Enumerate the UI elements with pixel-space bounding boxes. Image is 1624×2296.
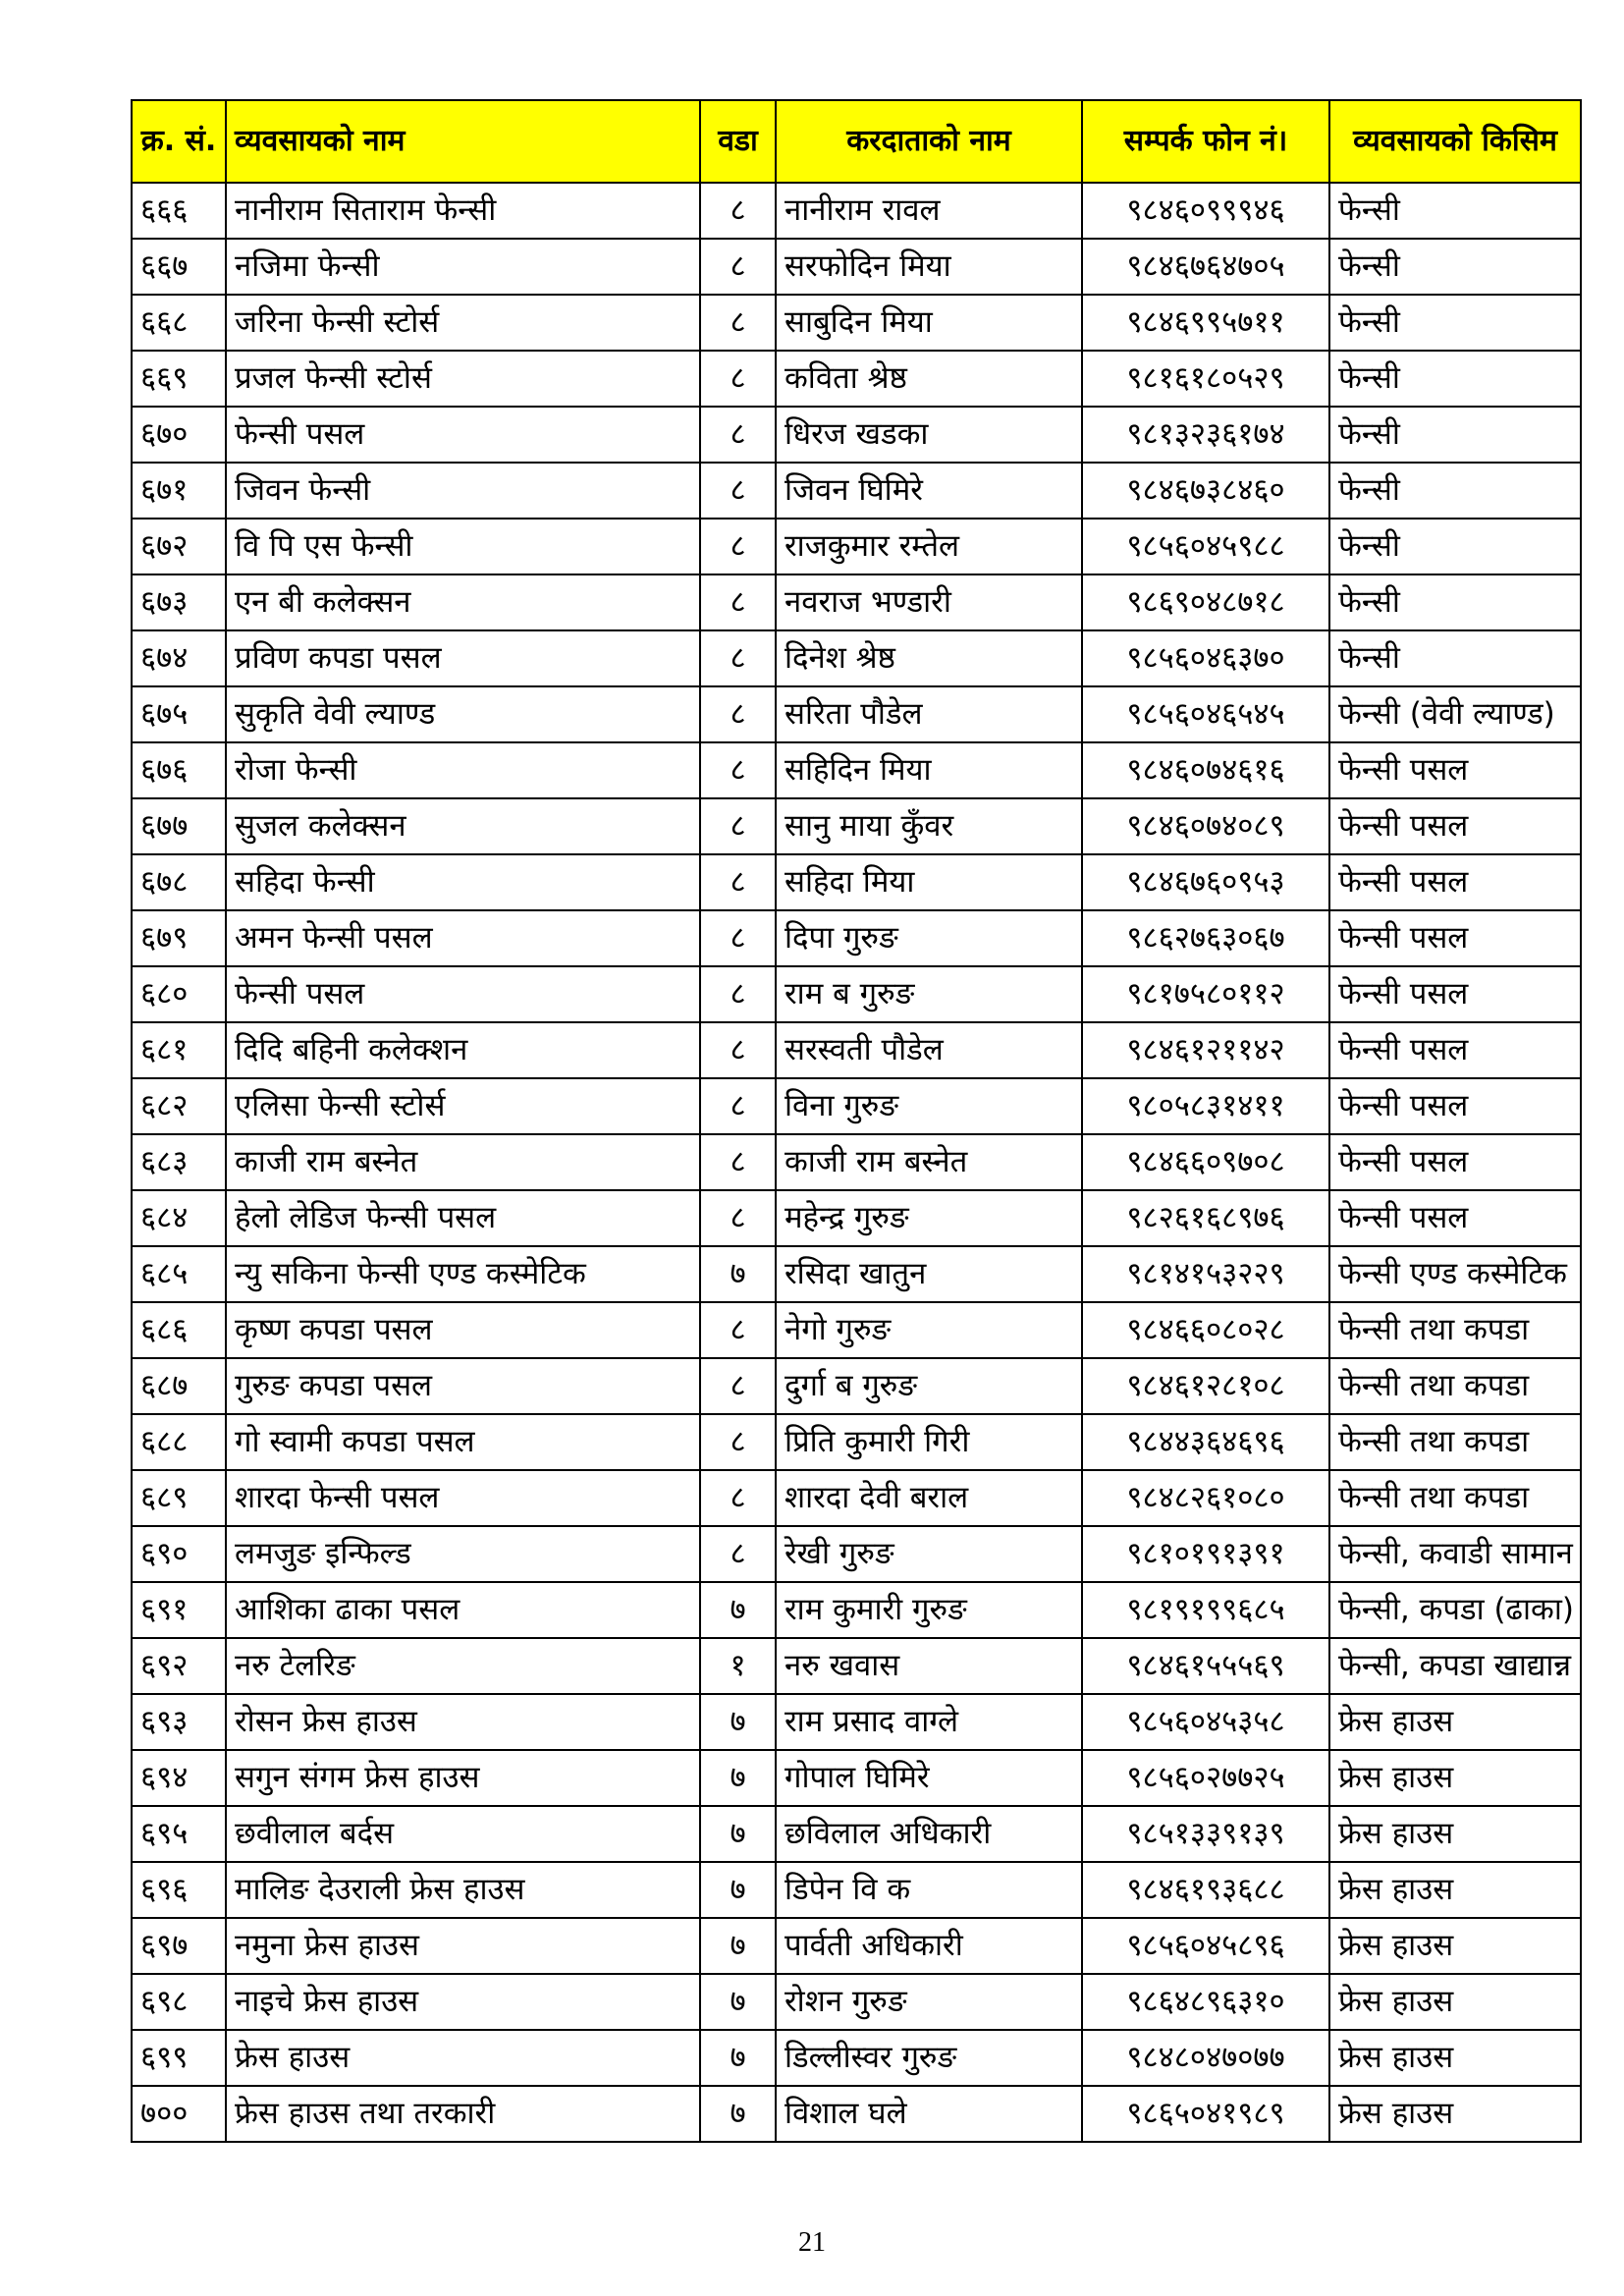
cell-taxpayer-name: दिनेश श्रेष्ठ xyxy=(776,630,1082,686)
cell-business-name: रोसन फ्रेस हाउस xyxy=(226,1694,700,1750)
cell-taxpayer-name: सरफोदिन मिया xyxy=(776,239,1082,295)
cell-business-type: फेन्सी xyxy=(1329,407,1581,463)
cell-phone: ९८१७५८०११२ xyxy=(1082,966,1329,1022)
header-business-name: व्यवसायको नाम xyxy=(226,100,700,183)
cell-business-type: फेन्सी पसल xyxy=(1329,742,1581,798)
cell-sn: ६७१ xyxy=(132,463,226,519)
cell-ward: ७ xyxy=(700,1862,776,1918)
table-row xyxy=(132,1750,1581,1806)
cell-sn: ६७८ xyxy=(132,854,226,910)
cell-phone: ९८४६७३८४६० xyxy=(1082,463,1329,519)
cell-sn: ६९९ xyxy=(132,2030,226,2086)
cell-ward: ८ xyxy=(700,966,776,1022)
cell-business-type: फेन्सी xyxy=(1329,295,1581,351)
cell-phone: ९८५६०२७७२५ xyxy=(1082,1750,1329,1806)
cell-business-name: शारदा फेन्सी पसल xyxy=(226,1470,700,1526)
cell-taxpayer-name: नरु खवास xyxy=(776,1638,1082,1694)
cell-phone: ९८४६९९५७११ xyxy=(1082,295,1329,351)
cell-sn: ६७६ xyxy=(132,742,226,798)
cell-phone: ९८६५०४१९८९ xyxy=(1082,2086,1329,2142)
cell-ward: ८ xyxy=(700,407,776,463)
cell-sn: ६८७ xyxy=(132,1358,226,1414)
cell-business-type: फेन्सी पसल xyxy=(1329,966,1581,1022)
table-row xyxy=(132,2030,1581,2086)
cell-business-type: फेन्सी पसल xyxy=(1329,1022,1581,1078)
cell-taxpayer-name: जिवन घिमिरे xyxy=(776,463,1082,519)
cell-business-type: फ्रेस हाउस xyxy=(1329,1806,1581,1862)
table-header-row xyxy=(132,100,1581,183)
business-register-table xyxy=(131,99,1582,2143)
cell-sn: ६८२ xyxy=(132,1078,226,1134)
cell-ward: ८ xyxy=(700,1358,776,1414)
cell-ward: ८ xyxy=(700,686,776,742)
cell-business-type: फेन्सी xyxy=(1329,463,1581,519)
cell-sn: ६८५ xyxy=(132,1246,226,1302)
cell-phone: ९८४६६०८०२८ xyxy=(1082,1302,1329,1358)
cell-ward: ७ xyxy=(700,2030,776,2086)
cell-business-name: नमुना फ्रेस हाउस xyxy=(226,1918,700,1974)
cell-business-name: कृष्ण कपडा पसल xyxy=(226,1302,700,1358)
cell-sn: ६८६ xyxy=(132,1302,226,1358)
cell-business-name: फ्रेस हाउस तथा तरकारी xyxy=(226,2086,700,2142)
table-row xyxy=(132,1190,1581,1246)
cell-taxpayer-name: सरिता पौडेल xyxy=(776,686,1082,742)
cell-business-name: नाइचे फ्रेस हाउस xyxy=(226,1974,700,2030)
cell-business-name: काजी राम बस्नेत xyxy=(226,1134,700,1190)
cell-taxpayer-name: सानु माया कुँवर xyxy=(776,798,1082,854)
table-row xyxy=(132,1862,1581,1918)
cell-ward: ८ xyxy=(700,574,776,630)
page-number: 21 xyxy=(798,2227,826,2258)
cell-business-name: न्यु सकिना फेन्सी एण्ड कस्मेटिक xyxy=(226,1246,700,1302)
cell-taxpayer-name: दिपा गुरुङ xyxy=(776,910,1082,966)
cell-ward: ८ xyxy=(700,1022,776,1078)
cell-phone: ९८१०१९१३९१ xyxy=(1082,1526,1329,1582)
cell-taxpayer-name: राजकुमार रम्तेल xyxy=(776,519,1082,574)
cell-business-type: फेन्सी पसल xyxy=(1329,1078,1581,1134)
table-row xyxy=(132,183,1581,239)
table-row xyxy=(132,351,1581,407)
cell-taxpayer-name: पार्वती अधिकारी xyxy=(776,1918,1082,1974)
cell-business-type: फेन्सी xyxy=(1329,574,1581,630)
cell-ward: ८ xyxy=(700,1414,776,1470)
cell-business-type: फेन्सी पसल xyxy=(1329,910,1581,966)
table-row xyxy=(132,1078,1581,1134)
cell-business-name: जिवन फेन्सी xyxy=(226,463,700,519)
cell-taxpayer-name: डिपेन वि क xyxy=(776,1862,1082,1918)
cell-business-type: फेन्सी पसल xyxy=(1329,798,1581,854)
cell-business-name: वि पि एस फेन्सी xyxy=(226,519,700,574)
cell-ward: ८ xyxy=(700,1470,776,1526)
table-row xyxy=(132,1134,1581,1190)
cell-taxpayer-name: राम प्रसाद वाग्ले xyxy=(776,1694,1082,1750)
cell-taxpayer-name: दुर्गा ब गुरुङ xyxy=(776,1358,1082,1414)
cell-business-type: फेन्सी तथा कपडा xyxy=(1329,1414,1581,1470)
table-row xyxy=(132,1918,1581,1974)
cell-taxpayer-name: रसिदा खातुन xyxy=(776,1246,1082,1302)
cell-phone: ९८६४८९६३१० xyxy=(1082,1974,1329,2030)
cell-business-type: फेन्सी तथा कपडा xyxy=(1329,1470,1581,1526)
cell-taxpayer-name: काजी राम बस्नेत xyxy=(776,1134,1082,1190)
cell-business-type: फेन्सी पसल xyxy=(1329,854,1581,910)
cell-business-name: सहिदा फेन्सी xyxy=(226,854,700,910)
table-row xyxy=(132,519,1581,574)
cell-sn: ६७७ xyxy=(132,798,226,854)
cell-phone: ९८५६०४६५४५ xyxy=(1082,686,1329,742)
cell-ward: ८ xyxy=(700,239,776,295)
cell-business-type: फेन्सी xyxy=(1329,183,1581,239)
cell-phone: ९८४६१९३६८८ xyxy=(1082,1862,1329,1918)
cell-phone: ९८४६१२८१०८ xyxy=(1082,1358,1329,1414)
cell-business-type: फेन्सी, कपडा (ढाका) xyxy=(1329,1582,1581,1638)
cell-business-name: आशिका ढाका पसल xyxy=(226,1582,700,1638)
cell-business-type: फेन्सी xyxy=(1329,630,1581,686)
table-row xyxy=(132,1806,1581,1862)
cell-business-type: फेन्सी पसल xyxy=(1329,1134,1581,1190)
cell-ward: ७ xyxy=(700,1246,776,1302)
table-row xyxy=(132,1022,1581,1078)
cell-ward: ८ xyxy=(700,742,776,798)
cell-phone: ९८४६१५५५६९ xyxy=(1082,1638,1329,1694)
table-body xyxy=(132,183,1581,2142)
cell-business-type: फेन्सी एण्ड कस्मेटिक xyxy=(1329,1246,1581,1302)
cell-sn: ६७३ xyxy=(132,574,226,630)
cell-taxpayer-name: धिरज खडका xyxy=(776,407,1082,463)
cell-sn: ६९३ xyxy=(132,1694,226,1750)
table-row xyxy=(132,1358,1581,1414)
cell-phone: ९८४६६०९७०८ xyxy=(1082,1134,1329,1190)
cell-phone: ९८२६१६८९७६ xyxy=(1082,1190,1329,1246)
cell-phone: ९८१३२३६१७४ xyxy=(1082,407,1329,463)
cell-ward: ७ xyxy=(700,1582,776,1638)
cell-taxpayer-name: सहिदा मिया xyxy=(776,854,1082,910)
cell-ward: ७ xyxy=(700,1694,776,1750)
cell-business-name: फेन्सी पसल xyxy=(226,407,700,463)
cell-phone: ९८४६०९९९४६ xyxy=(1082,183,1329,239)
cell-business-name: जरिना फेन्सी स्टोर्स xyxy=(226,295,700,351)
table-row xyxy=(132,239,1581,295)
cell-sn: ६७२ xyxy=(132,519,226,574)
cell-ward: ८ xyxy=(700,798,776,854)
cell-business-type: फ्रेस हाउस xyxy=(1329,2086,1581,2142)
cell-taxpayer-name: राम कुमारी गुरुङ xyxy=(776,1582,1082,1638)
cell-taxpayer-name: साबुदिन मिया xyxy=(776,295,1082,351)
cell-ward: ८ xyxy=(700,519,776,574)
cell-business-type: फेन्सी तथा कपडा xyxy=(1329,1302,1581,1358)
cell-ward: ७ xyxy=(700,1974,776,2030)
cell-phone: ९८४८०४७०७७ xyxy=(1082,2030,1329,2086)
cell-taxpayer-name: डिल्लीस्वर गुरुङ xyxy=(776,2030,1082,2086)
cell-ward: ८ xyxy=(700,1078,776,1134)
cell-sn: ६६६ xyxy=(132,183,226,239)
cell-business-name: नानीराम सिताराम फेन्सी xyxy=(226,183,700,239)
cell-sn: ६९६ xyxy=(132,1862,226,1918)
cell-taxpayer-name: कविता श्रेष्ठ xyxy=(776,351,1082,407)
cell-sn: ६८० xyxy=(132,966,226,1022)
cell-ward: ८ xyxy=(700,295,776,351)
cell-phone: ९८५६०४५९८८ xyxy=(1082,519,1329,574)
cell-ward: ८ xyxy=(700,854,776,910)
header-business-type: व्यवसायको किसिम xyxy=(1329,100,1581,183)
header-ward: वडा xyxy=(700,100,776,183)
cell-phone: ९८४८२६१०८० xyxy=(1082,1470,1329,1526)
cell-business-name: हेलो लेडिज फेन्सी पसल xyxy=(226,1190,700,1246)
cell-ward: ८ xyxy=(700,183,776,239)
table-row xyxy=(132,1470,1581,1526)
cell-business-name: गो स्वामी कपडा पसल xyxy=(226,1414,700,1470)
cell-ward: ७ xyxy=(700,1750,776,1806)
cell-taxpayer-name: नानीराम रावल xyxy=(776,183,1082,239)
cell-phone: ९८१६१८०५२९ xyxy=(1082,351,1329,407)
cell-sn: ६८८ xyxy=(132,1414,226,1470)
table-row xyxy=(132,742,1581,798)
cell-taxpayer-name: राम ब गुरुङ xyxy=(776,966,1082,1022)
cell-sn: ६८९ xyxy=(132,1470,226,1526)
cell-taxpayer-name: रोशन गुरुङ xyxy=(776,1974,1082,2030)
table-row xyxy=(132,1414,1581,1470)
cell-ward: ८ xyxy=(700,1190,776,1246)
cell-taxpayer-name: सरस्वती पौडेल xyxy=(776,1022,1082,1078)
cell-taxpayer-name: गोपाल घिमिरे xyxy=(776,1750,1082,1806)
table-row xyxy=(132,1582,1581,1638)
table-row xyxy=(132,1638,1581,1694)
cell-taxpayer-name: रेखी गुरुङ xyxy=(776,1526,1082,1582)
cell-phone: ९८४६७६०९५३ xyxy=(1082,854,1329,910)
cell-business-type: फेन्सी, कपडा खाद्यान्न xyxy=(1329,1638,1581,1694)
cell-ward: ७ xyxy=(700,1918,776,1974)
cell-business-type: फेन्सी, कवाडी सामान xyxy=(1329,1526,1581,1582)
cell-ward: ८ xyxy=(700,1134,776,1190)
cell-phone: ९८१९१९९६८५ xyxy=(1082,1582,1329,1638)
cell-sn: ६९८ xyxy=(132,1974,226,2030)
cell-ward: ७ xyxy=(700,1806,776,1862)
cell-business-name: रोजा फेन्सी xyxy=(226,742,700,798)
cell-phone: ९८५६०४५८९६ xyxy=(1082,1918,1329,1974)
cell-sn: ६८१ xyxy=(132,1022,226,1078)
cell-business-type: फ्रेस हाउस xyxy=(1329,1750,1581,1806)
table-row xyxy=(132,686,1581,742)
table-row xyxy=(132,1974,1581,2030)
header-sn: क्र. सं. xyxy=(132,100,226,183)
cell-taxpayer-name: महेन्द्र गुरुङ xyxy=(776,1190,1082,1246)
cell-ward: ७ xyxy=(700,2086,776,2142)
cell-business-name: दिदि बहिनी कलेक्शन xyxy=(226,1022,700,1078)
cell-taxpayer-name: सहिदिन मिया xyxy=(776,742,1082,798)
cell-business-type: फेन्सी xyxy=(1329,351,1581,407)
cell-sn: ६९० xyxy=(132,1526,226,1582)
cell-sn: ६८४ xyxy=(132,1190,226,1246)
table-row xyxy=(132,1526,1581,1582)
cell-business-type: फ्रेस हाउस xyxy=(1329,1862,1581,1918)
cell-business-type: फेन्सी xyxy=(1329,519,1581,574)
cell-ward: ८ xyxy=(700,351,776,407)
cell-sn: ६६७ xyxy=(132,239,226,295)
cell-phone: ९८६९०४८७१८ xyxy=(1082,574,1329,630)
table-row xyxy=(132,966,1581,1022)
table-row xyxy=(132,1302,1581,1358)
cell-business-name: प्रजल फेन्सी स्टोर्स xyxy=(226,351,700,407)
cell-taxpayer-name: नेगो गुरुङ xyxy=(776,1302,1082,1358)
table-row xyxy=(132,630,1581,686)
cell-taxpayer-name: नवराज भण्डारी xyxy=(776,574,1082,630)
cell-ward: ८ xyxy=(700,463,776,519)
cell-sn: ६६९ xyxy=(132,351,226,407)
cell-business-type: फ्रेस हाउस xyxy=(1329,1918,1581,1974)
cell-phone: ९८४६७६४७०५ xyxy=(1082,239,1329,295)
cell-sn: ६९१ xyxy=(132,1582,226,1638)
cell-business-name: सुकृति वेवी ल्याण्ड xyxy=(226,686,700,742)
cell-sn: ६९५ xyxy=(132,1806,226,1862)
cell-sn: ६६८ xyxy=(132,295,226,351)
cell-ward: ८ xyxy=(700,1302,776,1358)
cell-phone: ९८४६०७४६१६ xyxy=(1082,742,1329,798)
cell-taxpayer-name: विना गुरुङ xyxy=(776,1078,1082,1134)
table-row xyxy=(132,854,1581,910)
cell-sn: ६७५ xyxy=(132,686,226,742)
cell-sn: ६७९ xyxy=(132,910,226,966)
cell-phone: ९८४४३६४६९६ xyxy=(1082,1414,1329,1470)
cell-business-name: छवीलाल बर्दस xyxy=(226,1806,700,1862)
cell-sn: ६९२ xyxy=(132,1638,226,1694)
table-row xyxy=(132,910,1581,966)
cell-ward: १ xyxy=(700,1638,776,1694)
cell-sn: ६९७ xyxy=(132,1918,226,1974)
table-row xyxy=(132,295,1581,351)
cell-business-name: गुरुङ कपडा पसल xyxy=(226,1358,700,1414)
cell-business-name: फ्रेस हाउस xyxy=(226,2030,700,2086)
cell-sn: ६९४ xyxy=(132,1750,226,1806)
cell-sn: ७०० xyxy=(132,2086,226,2142)
cell-sn: ६७४ xyxy=(132,630,226,686)
cell-phone: ९८०५८३१४११ xyxy=(1082,1078,1329,1134)
cell-business-type: फेन्सी तथा कपडा xyxy=(1329,1358,1581,1414)
cell-phone: ९८६२७६३०६७ xyxy=(1082,910,1329,966)
cell-phone: ९८५१३३९१३९ xyxy=(1082,1806,1329,1862)
table-row xyxy=(132,463,1581,519)
cell-ward: ८ xyxy=(700,630,776,686)
cell-phone: ९८५६०४६३७० xyxy=(1082,630,1329,686)
cell-phone: ९८५६०४५३५८ xyxy=(1082,1694,1329,1750)
cell-taxpayer-name: छविलाल अधिकारी xyxy=(776,1806,1082,1862)
cell-business-type: फ्रेस हाउस xyxy=(1329,1974,1581,2030)
table-row xyxy=(132,1694,1581,1750)
cell-taxpayer-name: शारदा देवी बराल xyxy=(776,1470,1082,1526)
cell-business-name: एन बी कलेक्सन xyxy=(226,574,700,630)
header-taxpayer-name: करदाताको नाम xyxy=(776,100,1082,183)
cell-ward: ८ xyxy=(700,910,776,966)
table-row xyxy=(132,1246,1581,1302)
cell-sn: ६७० xyxy=(132,407,226,463)
table-row xyxy=(132,798,1581,854)
cell-taxpayer-name: प्रिति कुमारी गिरी xyxy=(776,1414,1082,1470)
cell-business-name: नजिमा फेन्सी xyxy=(226,239,700,295)
cell-business-type: फ्रेस हाउस xyxy=(1329,2030,1581,2086)
cell-business-name: लमजुङ इन्फिल्ड xyxy=(226,1526,700,1582)
header-phone: सम्पर्क फोन नं। xyxy=(1082,100,1329,183)
cell-business-name: प्रविण कपडा पसल xyxy=(226,630,700,686)
cell-business-name: नरु टेलरिङ xyxy=(226,1638,700,1694)
cell-business-name: एलिसा फेन्सी स्टोर्स xyxy=(226,1078,700,1134)
cell-business-type: फेन्सी पसल xyxy=(1329,1190,1581,1246)
cell-business-name: मालिङ देउराली फ्रेस हाउस xyxy=(226,1862,700,1918)
cell-business-name: सगुन संगम फ्रेस हाउस xyxy=(226,1750,700,1806)
cell-business-type: फेन्सी xyxy=(1329,239,1581,295)
cell-business-name: फेन्सी पसल xyxy=(226,966,700,1022)
table-row xyxy=(132,407,1581,463)
cell-phone: ९८४६१२११४२ xyxy=(1082,1022,1329,1078)
cell-taxpayer-name: विशाल घले xyxy=(776,2086,1082,2142)
cell-business-name: अमन फेन्सी पसल xyxy=(226,910,700,966)
cell-ward: ८ xyxy=(700,1526,776,1582)
cell-business-type: फेन्सी (वेवी ल्याण्ड) xyxy=(1329,686,1581,742)
cell-phone: ९८४६०७४०८९ xyxy=(1082,798,1329,854)
table-row xyxy=(132,2086,1581,2142)
cell-business-name: सुजल कलेक्सन xyxy=(226,798,700,854)
cell-business-type: फ्रेस हाउस xyxy=(1329,1694,1581,1750)
cell-sn: ६८३ xyxy=(132,1134,226,1190)
table-row xyxy=(132,574,1581,630)
cell-phone: ९८१४१५३२२९ xyxy=(1082,1246,1329,1302)
